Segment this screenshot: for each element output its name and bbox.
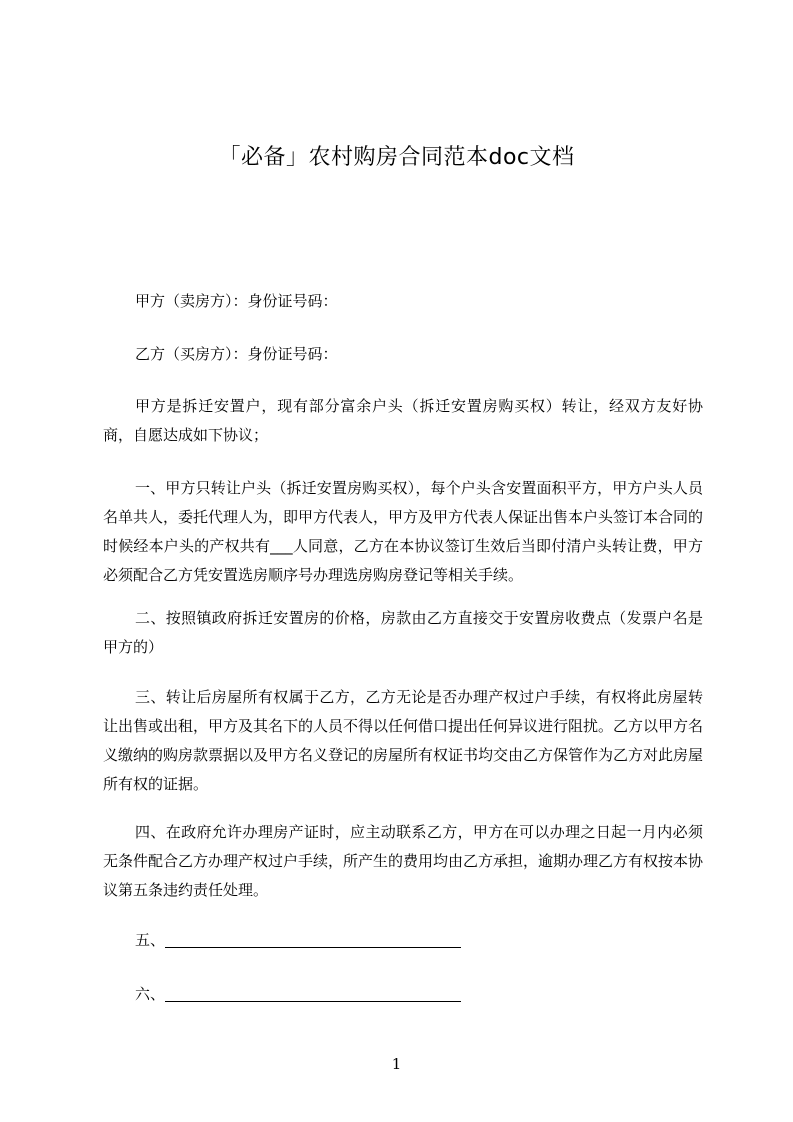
page-number: 1 (391, 1055, 402, 1073)
clause-6-fill-line (165, 983, 461, 1002)
clause-6-blank (135, 980, 461, 1009)
clause-6-label: 六、 (135, 985, 166, 1003)
clause-2: 二、按照镇政府拆迁安置房的价格，房款由乙方直接交于安置房收费点（发票户名是甲方的） (103, 609, 703, 656)
clause-3: 三、转让后房屋所有权属于乙方，乙方无论是否办理产权过户手续，有权将此房屋转让出售或出租，甲方及其名下的人员不得以任何借口提出任何异议进行阻扰。乙方以甲方名义缴纳的购房款票据以及甲方名义登记的房屋所有权证书均交由乙方保管作为乙方对此房屋所有权的证据。 (103, 688, 704, 793)
party-a-line: 甲方（卖房方）：身份证号码： (135, 292, 338, 310)
clause-4: 四、在政府允许办理房产证时，应主动联系乙方，甲方在可以办理之日起一月内必须无条件配合乙方办理产权过户手续，所产生的费用均由乙方承担，逾期办理乙方有权按本协议第五条违约责任处理。 (103, 823, 704, 899)
clause-5-blank (135, 926, 461, 955)
party-b-line: 乙方（买房方）：身份证号码： (135, 345, 338, 363)
intro-paragraph: 甲方是拆迁安置户，现有部分富余户头（拆迁安置房购买权）转让，经双方友好协商，自愿达成如下协议； (103, 397, 703, 444)
clause-1: 一、甲方只转让户头（拆迁安置房购买权），每个户头含安置面积平方，甲方户头人员名单共人，委托代理人为，即甲方代表人，甲方及甲方代表人保证出售本户头签订本合同的时候经本户头的产权共有___人同意，乙方在本协议签订生效后当即付清户头转让费，甲方必须配合乙方凭安置选房顺序号办理选房购房登记等相关手续。 (103, 479, 704, 584)
clause-5-fill-line (165, 929, 461, 948)
document-title: 「必备」农村购房合同范本doc文档 (218, 145, 575, 170)
clause-5-label: 五、 (135, 931, 166, 949)
